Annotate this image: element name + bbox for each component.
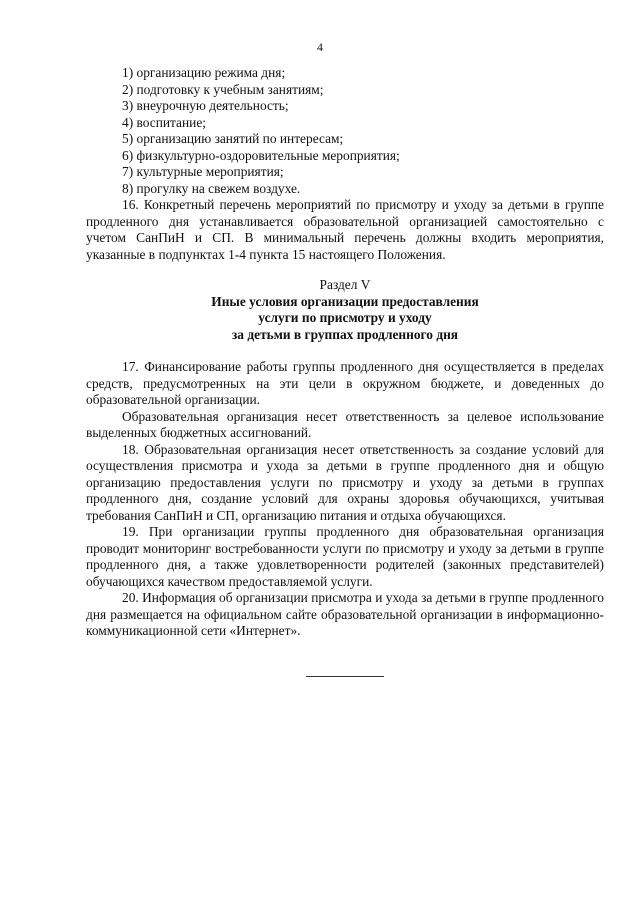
list-item: 5) организацию занятий по интересам; (122, 131, 344, 146)
paragraph-18: 18. Образовательная организация несет ответственность за создание условий для осуществления присмотра и ухода за детьми в группе продленного дня и общую организацию предоставления услуги по присмотру и уходу за детьми в группах продленного дня, создание условий для охраны здоровья обучающихся, учитывая требования СанПиН и СП, организацию питания и отдыха обучающихся. (86, 441, 604, 523)
end-divider (306, 676, 384, 677)
list-item: 7) культурные мероприятия; (122, 164, 284, 179)
paragraph-17-responsibility: Образовательная организация несет ответственность за целевое использование выделенных бюджетных ассигнований. (86, 408, 604, 440)
section-title-line: за детьми в группах продленного дня (231, 326, 459, 342)
section-label: Раздел V (319, 277, 371, 292)
section-title-line: Иные условия организации предоставления (211, 293, 479, 309)
paragraph-20: 20. Информация об организации присмотра и ухода за детьми в группе продленного дня размещается на официальном сайте образовательной организации в информационно-коммуникационной сети «Интернет». (86, 590, 604, 638)
list-item: 2) подготовку к учебным занятиям; (122, 81, 324, 97)
list-item: 8) прогулку на свежем воздухе. (122, 180, 301, 196)
list-item: 1) организацию режима дня; (122, 65, 286, 80)
section-heading (86, 277, 604, 343)
page-number: 4 (317, 40, 323, 54)
list-item: 3) внеурочную деятельность; (122, 98, 289, 113)
section-spacer (86, 343, 604, 359)
paragraph-19: 19. При организации группы продленного дня образовательная организация проводит мониторинг востребованности услуги по присмотру и уходу за детьми в группе продленного дня, а также удовлетворенности родителей (законных представителей) обучающихся качеством предоставляемой услуги. (86, 524, 604, 589)
paragraph-16: 16. Конкретный перечень мероприятий по присмотру и уходу за детьми в группе продленного дня устанавливается образовательной организацией самостоятельно с учетом СанПиН и СП. В минимальный перечень должны входить мероприятия, указанные в подпунктах 1-4 пункта 15 настоящего Положения. (86, 197, 604, 262)
list-item: 6) физкультурно-оздоровительные мероприятия; (122, 147, 400, 163)
paragraph-17: 17. Финансирование работы группы продленного дня осуществляется в пределах средств, предусмотренных на эти цели в окружном бюджете, и доведенных до образовательной организации. (86, 359, 604, 407)
document-body (86, 65, 604, 640)
section-title-line: услуги по присмотру и уходу (258, 310, 432, 325)
list-item: 4) воспитание; (122, 114, 206, 130)
activity-list (86, 65, 604, 197)
